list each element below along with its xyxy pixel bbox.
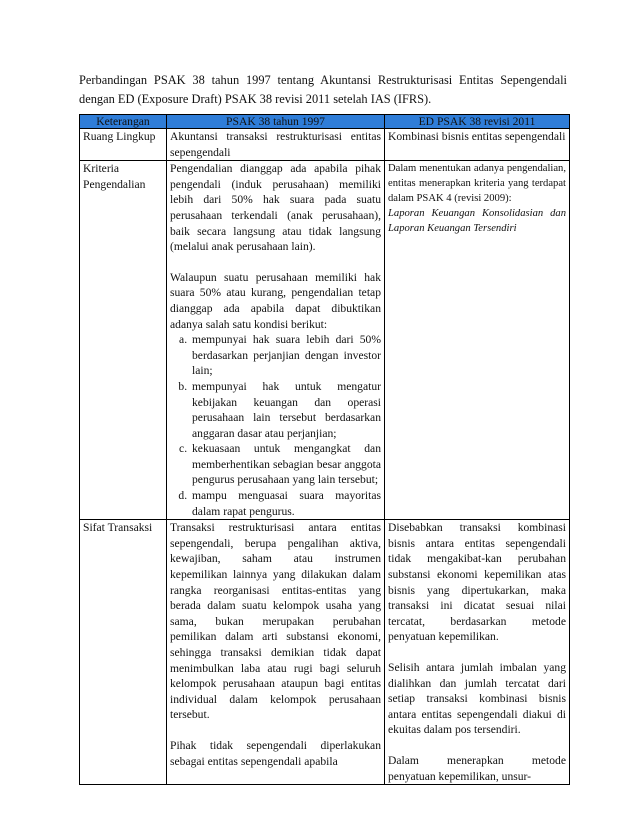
paragraph: Walaupun suatu perusahaan memiliki hak suara 50% atau kurang, pengendalian tetap dianggap ada apabila dapat dibuktikan adanya salah satu kondisi berikut: bbox=[170, 270, 381, 331]
paragraph: Selisih antara jumlah imbalan yang dialihkan dan jumlah tercatat dari setiap transaksi kombinasi bisnis antara entitas sepengendali diakui di ekuitas dalam pos tersendiri. bbox=[388, 661, 566, 737]
paragraph: Transaksi restrukturisasi antara entitas sepengendali, berupa pengalihan aktiva, kewajiban, saham atau instrumen kepemilikan lainnya yang dilakukan dalam rangka reorganisasi entitas-entitas yang berada dalam suatu kelompok usaha yang sama, bukan merupakan perubahan pemilikan dalam arti substansi ekonomi, sehingga transaksi demikian tidak dapat menimbulkan laba atau rugi bagi seluruh kelompok perusahaan ataupun bagi entitas individual dalam kelompok perusahaan tersebut. bbox=[170, 521, 381, 722]
criteria-list bbox=[170, 332, 381, 519]
header-psak-1997: PSAK 38 tahun 1997 bbox=[167, 115, 385, 129]
list-item: a. mempunyai hak suara lebih dari 50% berdasarkan perjanjian dengan investor lain; bbox=[190, 332, 381, 379]
ed-2011-cell bbox=[385, 161, 570, 520]
row-label: Kriteria Pengendalian bbox=[80, 161, 167, 520]
list-item: c. kekuasaan untuk mengangkat dan memberhentikan sebagian besar anggota pengurus perusahaan yang lain tersebut; bbox=[190, 441, 381, 488]
ed-2011-cell: Kombinasi bisnis entitas sepengendali bbox=[385, 129, 570, 161]
header-ed-psak-2011: ED PSAK 38 revisi 2011 bbox=[385, 115, 570, 129]
paragraph: Dalam menerapkan metode penyatuan kepemilikan, unsur- bbox=[388, 753, 566, 783]
table-row-ruang-lingkup bbox=[80, 129, 570, 161]
comparison-table bbox=[79, 114, 570, 785]
ed-2011-cell bbox=[385, 520, 570, 785]
paragraph: Dalam menentukan adanya pengendalian, entitas menerapkan kriteria yang terdapat dalam PSAK 4 (revisi 2009): bbox=[388, 163, 566, 205]
paragraph: Pihak tidak sepengendali diperlakukan sebagai entitas sepengendali apabila bbox=[170, 738, 381, 768]
table-row-kriteria bbox=[80, 161, 570, 520]
list-item: b. mempunyai hak untuk mengatur kebijakan keuangan dan operasi perusahaan lain tersebut berdasarkan anggaran dasar atau perjanjian; bbox=[190, 379, 381, 441]
table-row-sifat-transaksi bbox=[80, 520, 570, 785]
paragraph: Disebabkan transaksi kombinasi bisnis antara entitas sepengendali tidak mengakibat-kan perubahan substansi ekonomi kepemilikan atas bisnis yang dipertukarkan, maka transaksi ini dicatat sesuai nilai tercatat, berdasarkan metode penyatuan kepemilikan. bbox=[388, 521, 566, 644]
paragraph-italic: Laporan Keuangan Konsolidasian dan Laporan Keuangan Tersendiri bbox=[388, 208, 566, 235]
row-label: Sifat Transaksi bbox=[80, 520, 167, 785]
row-label: Ruang Lingkup bbox=[80, 129, 167, 161]
paragraph: Pengendalian dianggap ada apabila pihak pengendali (induk perusahaan) memiliki lebih dari 50% hak suara pada suatu perusahaan terkendali (anak perusahaan), baik secara langsung atau tidak langsung (melalui anak perusahaan lain). bbox=[170, 162, 381, 254]
list-item: d. mampu menguasai suara mayoritas dalam rapat pengurus. bbox=[190, 488, 381, 519]
psak-1997-cell bbox=[167, 161, 385, 520]
intro-paragraph: Perbandingan PSAK 38 tahun 1997 tentang Akuntansi Restrukturisasi Entitas Sepengendali dengan ED (Exposure Draft) PSAK 38 revisi 2011 setelah IAS (IFRS). bbox=[79, 73, 567, 106]
psak-1997-cell: Akuntansi transaksi restrukturisasi entitas sepengendali bbox=[167, 129, 385, 161]
header-keterangan: Keterangan bbox=[80, 115, 167, 129]
table-header-row bbox=[80, 115, 570, 129]
psak-1997-cell bbox=[167, 520, 385, 785]
